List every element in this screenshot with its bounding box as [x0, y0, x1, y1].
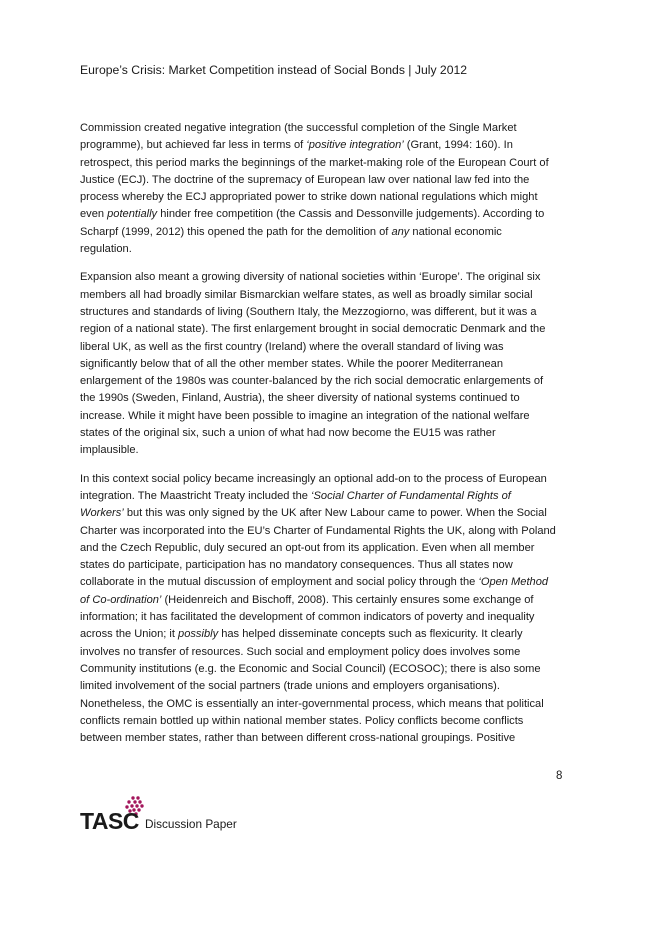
paragraph — [80, 120, 583, 258]
text-segment: programme), but achieved far less in terms of — [80, 139, 307, 152]
text-line — [80, 356, 583, 373]
text-line — [80, 644, 583, 661]
text-segment: Community institutions (e.g. the Economic and Social Council) (ECOSOC); there is also some — [80, 662, 541, 675]
text-segment: integration. The Maastricht Treaty included the — [80, 489, 312, 502]
text-segment: (Heidenreich and Bischoff, 2008). This certainly ensures some exchange of — [161, 593, 534, 606]
text-line — [80, 408, 583, 425]
text-line — [80, 304, 583, 321]
text-segment: hinder free competition (the Cassis and Dessonville judgements). According to — [157, 208, 545, 221]
text-segment: involves no transfer of resources. Such social and employment policy does involves some — [80, 645, 521, 658]
text-line — [80, 592, 583, 609]
text-line — [80, 189, 583, 206]
text-line — [80, 172, 583, 189]
text-segment: between member states, rather than between different cross-national groupings. Positive — [80, 732, 516, 745]
italic-text: possibly — [178, 628, 219, 641]
text-line — [80, 241, 583, 258]
text-segment: but this was only signed by the UK after New Labour came to power. When the Social — [123, 507, 547, 520]
text-segment: members all had broadly similar Bismarckian welfare states, as well as broadly similar social — [80, 288, 533, 301]
text-line — [80, 224, 583, 241]
text-line — [80, 390, 583, 407]
text-segment: significantly below that of all the other member states. While the poorer Mediterranean — [80, 357, 504, 370]
document-header: Europe’s Crisis: Market Competition instead of Social Bonds | July 2012 — [80, 63, 468, 77]
italic-text: ‘Social Charter of Fundamental Rights of — [311, 489, 511, 502]
italic-text: of Co-ordination’ — [80, 593, 162, 606]
text-segment: regulation. — [80, 243, 132, 256]
text-line — [80, 488, 583, 505]
text-line — [80, 321, 583, 338]
text-line — [80, 609, 583, 626]
text-segment: Nonetheless, the OMC is essentially an inter-governmental process, which means that political — [80, 697, 544, 710]
text-segment: has helped disseminate concepts such as flexicurity. It clearly — [218, 628, 523, 641]
text-segment: limited involvement of the social partners (trade unions and employers organisations). — [80, 680, 500, 693]
text-segment: enlargement of the 1980s was counter-balanced by the rich social democratic enlargements of — [80, 375, 544, 388]
italic-text: potentially — [107, 208, 158, 221]
text-line — [80, 269, 583, 286]
text-segment: In this context social policy became increasingly an optional add-on to the process of European — [80, 472, 547, 485]
text-line — [80, 206, 583, 223]
text-line — [80, 678, 583, 695]
text-segment: conflicts remain bottled up within national member states. Policy conflicts become conflicts — [80, 714, 524, 727]
text-line — [80, 626, 583, 643]
text-segment: region of a national state). The first enlargement brought in social democratic Denmark and the — [80, 323, 546, 336]
text-segment: increase. While it might have been possible to imagine an integration of the national welfare — [80, 409, 530, 422]
page-number: 8 — [556, 770, 563, 782]
text-segment: retrospect, this period marks the beginnings of the market-making role of the European Court of — [80, 156, 549, 169]
text-segment: states of the original six, such a union of what had now become the EU15 was rather — [80, 427, 496, 440]
text-line — [80, 287, 583, 304]
text-segment: Expansion also meant a growing diversity of national societies within ‘Europe’. The original six — [80, 271, 541, 284]
text-segment: Scharpf (1999, 2012) this opened the path for the demolition of — [80, 225, 392, 238]
text-line — [80, 713, 583, 730]
text-line — [80, 557, 583, 574]
text-segment: (Grant, 1994: 160). In — [403, 139, 513, 152]
text-line — [80, 425, 583, 442]
paragraph — [80, 471, 583, 748]
text-line — [80, 574, 583, 591]
text-segment: Charter was incorporated into the EU’s Charter of Fundamental Rights the UK, along with Poland — [80, 524, 556, 537]
text-segment: liberal UK, as well as the first country (Ireland) where the overall standard of living was — [80, 340, 504, 353]
text-line — [80, 661, 583, 678]
text-line — [80, 471, 583, 488]
text-line — [80, 696, 583, 713]
tasc-logo-text: TASC — [80, 808, 139, 834]
text-segment: Commission created negative integration (the successful completion of the Single Market — [80, 122, 517, 134]
italic-text: ‘Open Method — [478, 576, 549, 589]
italic-text: ‘positive integration’ — [306, 139, 404, 152]
text-line — [80, 730, 583, 747]
italic-text: any — [391, 225, 410, 238]
text-segment: collaborate in the mutual discussion of employment and social policy through the — [80, 576, 479, 589]
text-segment: the 1990s (Sweden, Finland, Austria), the sheer diversity of national systems continued to — [80, 392, 520, 405]
text-line — [80, 120, 583, 137]
text-line — [80, 155, 583, 172]
text-line — [80, 373, 583, 390]
italic-text: Workers’ — [80, 507, 124, 520]
text-line — [80, 137, 583, 154]
text-segment: even — [80, 208, 108, 221]
text-line — [80, 505, 583, 522]
document-body — [80, 120, 583, 758]
footer — [80, 795, 300, 835]
text-segment: information; it has facilitated the development of common indicators of poverty and inequality — [80, 611, 535, 624]
text-segment: national economic — [409, 225, 502, 238]
text-line — [80, 540, 583, 557]
text-segment: Justice (ECJ). The doctrine of the supremacy of European law over national law fed into the — [80, 173, 530, 186]
text-line — [80, 523, 583, 540]
text-segment: structures and standards of living (Southern Italy, the Mezzogiorno, was different, but it was a — [80, 305, 537, 318]
text-segment: process whereby the ECJ appropriated power to strike down national regulations which might — [80, 191, 538, 204]
text-segment: and the Czech Republic, duly secured an opt-out from its application. Even when all member — [80, 541, 535, 554]
text-segment: states do participate, participation has no mandatory consequences. Thus all states now — [80, 559, 513, 572]
discussion-paper-label: Discussion Paper — [145, 817, 237, 831]
text-line — [80, 442, 583, 459]
text-segment: implausible. — [80, 444, 139, 457]
paragraph — [80, 269, 583, 459]
text-line — [80, 339, 583, 356]
text-segment: across the Union; it — [80, 628, 179, 641]
